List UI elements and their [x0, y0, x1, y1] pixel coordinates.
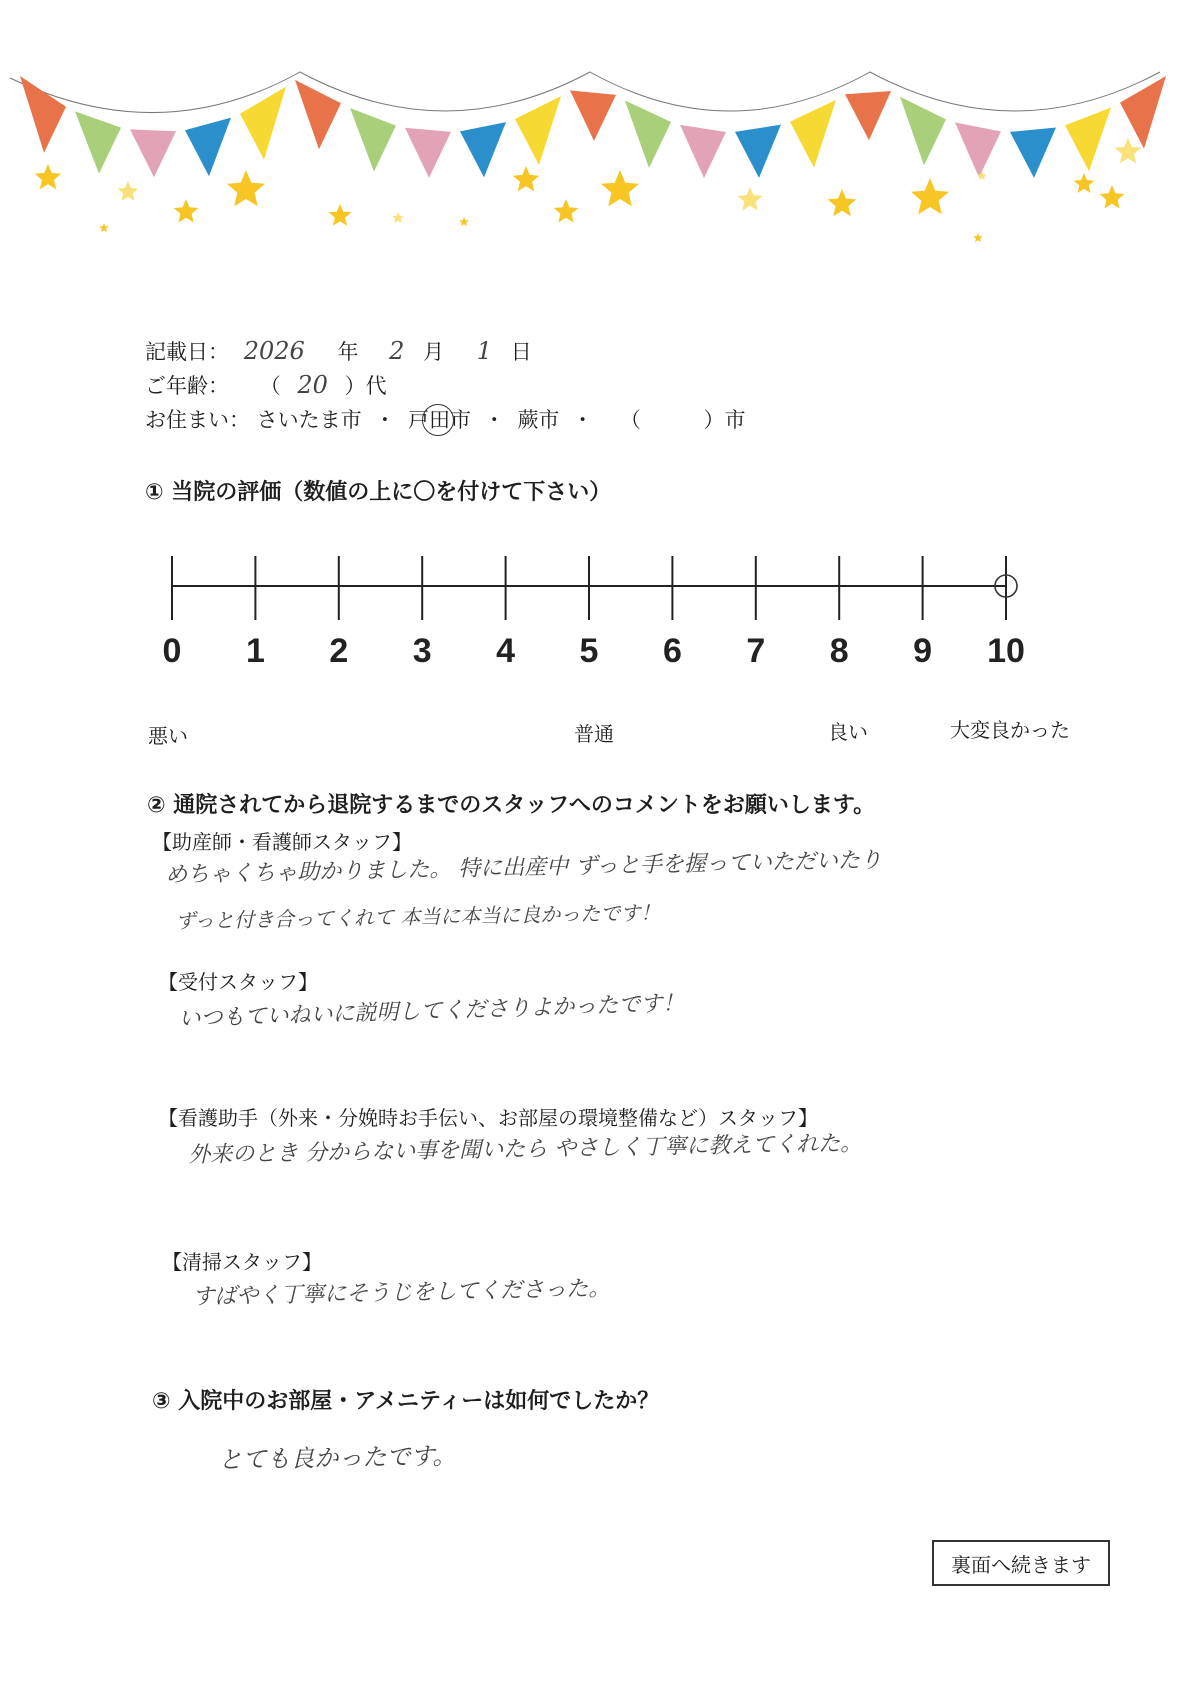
bunting-flag [20, 76, 66, 153]
residence-separator: ・ [374, 408, 396, 432]
assistant-label: 【看護助手（外来・分娩時お手伝い、お部屋の環境整備など）スタッフ】 [158, 1106, 818, 1130]
date-day-value: 1 [476, 337, 493, 365]
bunting-flag [405, 128, 451, 178]
scale-anchor-bad: 悪い [148, 724, 188, 748]
star-icon [513, 166, 540, 191]
star-icon [1100, 185, 1125, 209]
bunting-flag [130, 129, 176, 177]
assistant-comment: 外来のとき 分からない事を聞いたら やさしく丁寧に教えてくれた。 [188, 1131, 863, 1168]
reception-label: 【受付スタッフ】 [158, 970, 318, 994]
bunting-flag [515, 96, 561, 165]
bunting-flag [790, 100, 836, 168]
residence-label: お住まい： [145, 408, 250, 432]
star-icon [227, 170, 265, 206]
midwife-label: 【助産師・看護師スタッフ】 [152, 830, 412, 854]
scale-tick-label: 1 [245, 632, 265, 670]
bunting-flag [900, 97, 946, 166]
q1-heading: ① 当院の評価（数値の上に〇を付けて下さい） [145, 480, 612, 505]
scale-anchor-very-good: 大変良かった [950, 718, 1070, 742]
date-month-unit: 月 [423, 340, 445, 364]
star-icon [392, 212, 403, 223]
star-icon [118, 181, 139, 201]
star-icon [554, 199, 579, 223]
star-icon [911, 178, 949, 214]
scale-tick-label: 4 [496, 632, 516, 670]
bunting-flag [75, 111, 121, 173]
continue-notice: 裏面へ続きます [932, 1540, 1110, 1586]
star-icon [1115, 138, 1142, 163]
age-close: ）代 [344, 374, 387, 398]
cleaning-comment: すばやく丁寧にそうじをしてくださった。 [192, 1276, 611, 1310]
bunting-flag [625, 101, 671, 169]
star-icon [601, 170, 639, 206]
scale-tick-label: 2 [329, 632, 349, 670]
star-icon [329, 204, 352, 226]
residence-option-toda [408, 408, 478, 432]
q3-answer: とても良かったです。 [218, 1441, 457, 1474]
residence-option-warabi: 蕨市 [517, 408, 560, 432]
age-row [145, 370, 387, 400]
q2-heading: ② 通院されてから退院するまでのスタッフへのコメントをお願いします。 [147, 793, 876, 818]
residence-separator: ・ [483, 408, 505, 432]
bunting-flag [845, 91, 891, 140]
bunting-flag [1010, 128, 1056, 178]
star-icon [973, 233, 983, 242]
date-month-value: 2 [389, 337, 405, 365]
cleaning-label: 【清掃スタッフ】 [162, 1250, 322, 1274]
scale-tick-label: 3 [412, 632, 432, 670]
date-year-unit: 年 [337, 340, 359, 364]
bunting-flag [460, 122, 506, 177]
bunting-flag [680, 125, 726, 178]
bunting-banner [0, 0, 1190, 260]
bunting-flag [240, 87, 286, 160]
bunting-flag [1065, 107, 1111, 171]
scale-tick-label: 5 [579, 632, 599, 670]
residence-other-open: （ [619, 408, 641, 432]
q3-heading: ③ 入院中のお部屋・アメニティーは如何でしたか？ [152, 1389, 660, 1414]
star-icon [99, 223, 109, 232]
bunting-flag [955, 122, 1001, 177]
bunting-flag [735, 125, 781, 178]
residence-option-toda-label: 戸田市 [408, 408, 472, 432]
date-label: 記載日： [145, 340, 229, 364]
rating-scale [140, 520, 1040, 670]
bunting-flag [350, 108, 396, 172]
residence-selected-circle [422, 404, 454, 436]
scale-tick-label: 10 [987, 632, 1025, 670]
scale-tick-label: 6 [662, 632, 682, 670]
star-icon [828, 189, 857, 216]
bunting-flag [295, 80, 341, 149]
star-icon [738, 187, 763, 211]
bunting-flag [185, 118, 231, 177]
date-day-unit: 日 [510, 340, 532, 364]
star-icon [1074, 173, 1095, 193]
bunting-flag [1120, 76, 1166, 149]
residence-separator: ・ [572, 408, 594, 432]
reception-comment: いつもていねいに説明してくださりよかったです！ [178, 991, 685, 1032]
scale-anchor-normal: 普通 [574, 722, 614, 746]
residence-row [145, 404, 746, 434]
date-year-value: 2026 [243, 337, 305, 365]
scale-tick-label: 0 [162, 632, 182, 670]
residence-option-saitama: さいたま市 [256, 408, 362, 432]
scale-tick-label: 7 [746, 632, 766, 670]
star-icon [35, 164, 62, 189]
age-open: （ [259, 374, 281, 398]
star-icon [174, 199, 199, 223]
residence-other-close: ）市 [703, 408, 746, 432]
star-icon [459, 217, 469, 226]
age-label: ご年齢： [145, 374, 229, 398]
midwife-comment-line2: ずっと付き合ってくれて 本当に本当に良かったです！ [175, 900, 661, 933]
date-row [145, 336, 532, 366]
scale-anchor-good: 良い [828, 720, 868, 744]
scale-tick-label: 9 [913, 632, 933, 670]
age-value: 20 [297, 371, 328, 399]
scale-tick-label: 8 [829, 632, 849, 670]
midwife-comment-line1: めちゃくちゃ助かりました。 特に出産中 ずっと手を握っていただいたり [165, 847, 883, 888]
bunting-flag [570, 90, 616, 140]
